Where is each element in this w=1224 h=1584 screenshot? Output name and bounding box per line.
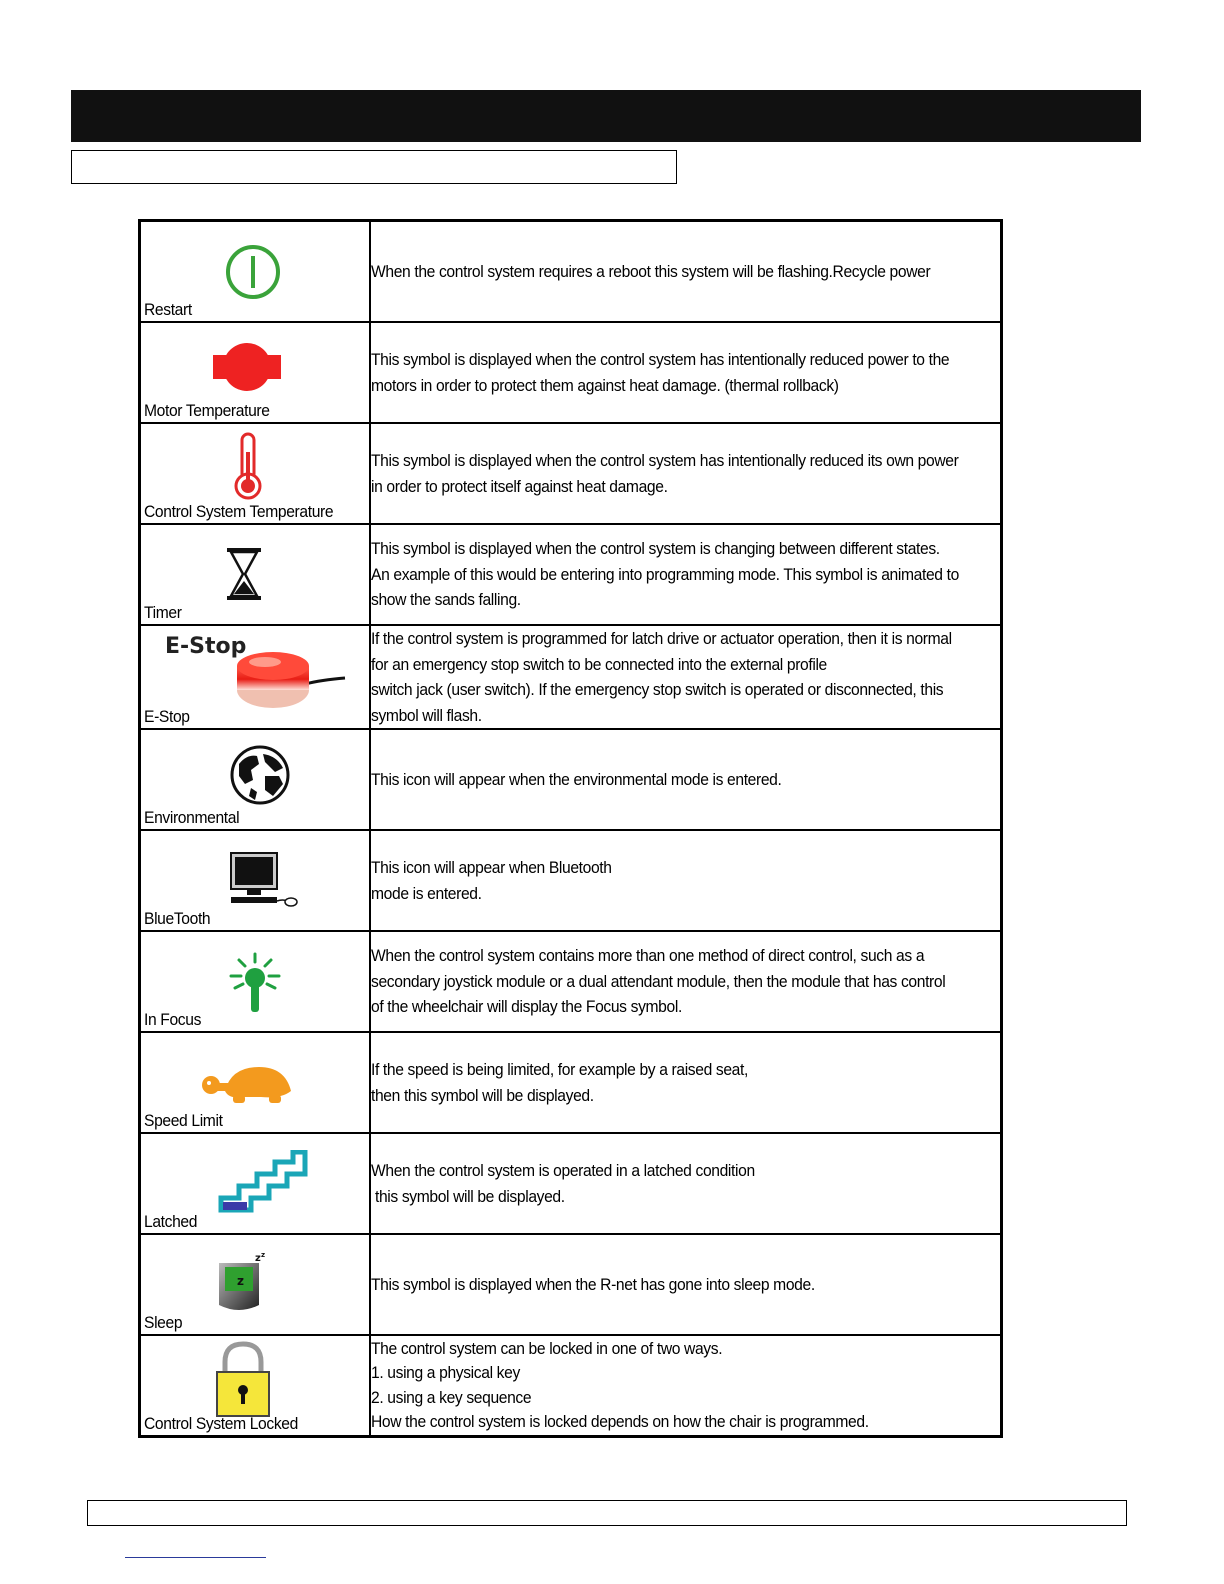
description-line: This symbol is displayed when the control system has intentionally reduced power to the (371, 350, 950, 369)
icon-cell (140, 221, 371, 323)
description-line: for an emergency stop switch to be connected into the external profile (371, 654, 827, 674)
padlock-icon (213, 1340, 273, 1418)
symbol-label: Latched (144, 1212, 198, 1231)
icon-cell (140, 625, 371, 729)
icon-cell (140, 322, 371, 423)
description-cell (370, 1234, 1002, 1335)
symbol-label: Control System Locked (144, 1414, 298, 1433)
footer-link-underline (125, 1557, 266, 1558)
description-line: This symbol is displayed when the R-net has gone into sleep mode. (371, 1274, 815, 1294)
svg-text:z: z (237, 1274, 244, 1288)
symbol-label: Sleep (144, 1313, 183, 1332)
subheader-box (71, 150, 677, 184)
icon-cell (140, 1032, 371, 1133)
hourglass-icon (225, 547, 263, 601)
table-row (140, 1335, 1002, 1437)
description-cell (370, 221, 1002, 323)
description-line: This icon will appear when the environmental mode is entered. (371, 769, 782, 789)
svg-text:z: z (261, 1251, 266, 1259)
table-row (140, 1234, 1002, 1335)
description-line: secondary joystick module or a dual attendant module, then the module that has control (371, 971, 946, 991)
thermometer-icon (231, 432, 265, 500)
icon-cell (140, 931, 371, 1032)
symbol-label: Control System Temperature (144, 502, 334, 521)
icon-cell (140, 1234, 371, 1335)
symbol-label: Restart (144, 300, 192, 319)
icon-cell (140, 1335, 371, 1437)
description-line: This symbol is displayed when the control system has intentionally reduced its own power (371, 451, 959, 470)
power-icon (223, 242, 283, 302)
description-line: This symbol is displayed when the control system is changing between different states. (371, 539, 940, 559)
footer-box (87, 1500, 1127, 1526)
icon-cell (140, 1133, 371, 1234)
table-row (140, 423, 1002, 524)
description-line: in order to protect itself against heat damage. (371, 476, 668, 496)
description-cell (370, 625, 1002, 729)
description-line: 1. using a physical key (371, 1363, 520, 1382)
icon-cell (140, 423, 371, 524)
table-row (140, 524, 1002, 625)
globe-icon (229, 744, 291, 806)
symbols-table (138, 219, 1003, 1438)
sleep-icon (215, 1251, 271, 1315)
symbol-label: Timer (144, 603, 182, 622)
description-line: switch jack (user switch). If the emergency stop switch is operated or disconnected, this (371, 680, 944, 699)
description-line: How the control system is locked depends on how the chair is programmed. (371, 1412, 869, 1431)
description-cell (370, 1335, 1002, 1437)
table-row (140, 729, 1002, 830)
symbol-label: Speed Limit (144, 1111, 223, 1130)
description-line: If the control system is programmed for latch drive or actuator operation, then it is normal (371, 629, 952, 648)
description-cell (370, 524, 1002, 625)
description-line: motors in order to protect them against heat damage. (thermal rollback) (371, 375, 839, 395)
description-cell (370, 830, 1002, 931)
header-bar (71, 90, 1141, 142)
description-line: 2. using a key sequence (371, 1387, 532, 1407)
table-row (140, 830, 1002, 931)
table-row (140, 1133, 1002, 1234)
symbol-label: Environmental (144, 808, 240, 827)
estop-button-icon (235, 646, 347, 712)
description-line: show the sands falling. (371, 590, 521, 610)
table-row (140, 931, 1002, 1032)
turtle-icon (201, 1063, 293, 1105)
table-row (140, 221, 1002, 323)
description-line: If the speed is being limited, for example by a raised seat, (371, 1060, 748, 1079)
symbol-label: Motor Temperature (144, 401, 270, 420)
description-line: then this symbol will be displayed. (371, 1085, 594, 1105)
motor-temperature-icon (211, 341, 283, 393)
description-cell (370, 423, 1002, 524)
stairs-icon (217, 1150, 309, 1216)
description-line: An example of this would be entering into programming mode. This symbol is animated to (371, 564, 959, 584)
symbol-label: E-Stop (144, 707, 190, 726)
computer-icon (229, 851, 299, 907)
description-line: The control system can be locked in one of two ways. (371, 1338, 723, 1358)
description-cell (370, 1133, 1002, 1234)
description-cell (370, 322, 1002, 423)
description-line: When the control system contains more than one method of direct control, such as a (371, 946, 925, 966)
focus-light-icon (227, 952, 283, 1016)
symbol-label: BlueTooth (144, 909, 211, 928)
description-line: When the control system is operated in a latched condition (371, 1161, 755, 1180)
description-line: symbol will flash. (371, 705, 482, 725)
table-row (140, 625, 1002, 729)
table-row (140, 1032, 1002, 1133)
description-cell (370, 931, 1002, 1032)
description-line: When the control system requires a reboot this system will be flashing.Recycle power (371, 261, 931, 281)
icon-cell (140, 729, 371, 830)
description-line: this symbol will be displayed. (371, 1186, 565, 1206)
icon-cell (140, 830, 371, 931)
description-line: mode is entered. (371, 883, 482, 903)
estop-icon-text: E-Stop (165, 634, 247, 659)
symbol-label: In Focus (144, 1010, 202, 1029)
icon-cell (140, 524, 371, 625)
description-line: This icon will appear when Bluetooth (371, 858, 612, 877)
table-row (140, 322, 1002, 423)
description-line: of the wheelchair will display the Focus symbol. (371, 997, 682, 1017)
svg-text:z: z (255, 1253, 261, 1264)
description-cell (370, 729, 1002, 830)
description-cell (370, 1032, 1002, 1133)
